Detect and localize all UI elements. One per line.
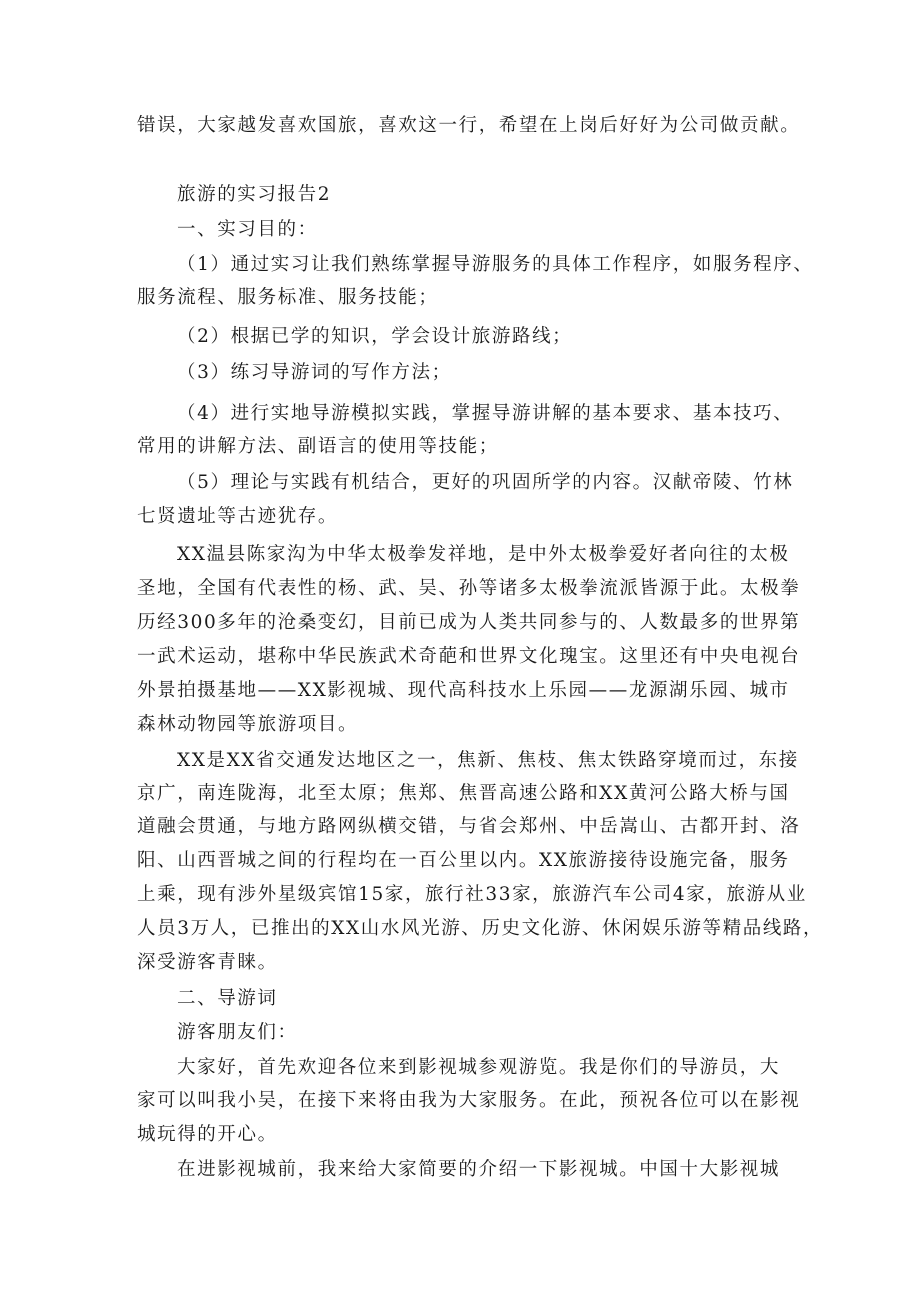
body-text-line: 常用的讲解方法、副语言的使用等技能； bbox=[137, 436, 499, 457]
body-text-line: 游客朋友们： bbox=[177, 1022, 298, 1043]
section-title: 旅游的实习报告2 bbox=[177, 184, 332, 205]
body-text-line: XX温县陈家沟为中华太极拳发祥地，是中外太极拳爱好者向往的太极 bbox=[177, 544, 790, 565]
body-text-line: 外景拍摄基地——XX影视城、现代高科技水上乐园——龙源湖乐园、城市 bbox=[137, 680, 790, 701]
body-text-line: 大家好，首先欢迎各位来到影视城参观游览。我是你们的导游员，大 bbox=[177, 1057, 781, 1078]
heading-line: 二、导游词 bbox=[177, 988, 278, 1009]
body-text-line: 上乘，现有涉外星级宾馆15家，旅行社33家，旅游汽车公司4家，旅游从业 bbox=[137, 884, 807, 905]
body-text-line: 城玩得的开心。 bbox=[137, 1124, 278, 1145]
body-text-line: 人员3万人，已推出的XX山水风光游、历史文化游、休闲娱乐游等精品线路， bbox=[137, 918, 824, 939]
body-text-line: 道融会贯通，与地方路网纵横交错，与省会郑州、中岳嵩山、古都开封、洛 bbox=[137, 816, 801, 837]
body-text-line: 京广，南连陇海，北至太原；焦郑、焦晋高速公路和XX黄河公路大桥与国 bbox=[137, 783, 790, 804]
body-text-line: 森林动物园等旅游项目。 bbox=[137, 714, 359, 735]
body-text-line: XX是XX省交通发达地区之一，焦新、焦枝、焦太铁路穿境而过，东接 bbox=[177, 750, 799, 771]
body-text-line: 在进影视城前，我来给大家简要的介绍一下影视城。中国十大影视城 bbox=[177, 1159, 781, 1180]
body-text-line: 七贤遗址等古迹犹存。 bbox=[137, 506, 339, 527]
body-text-line: 一武术运动，堪称中华民族武术奇葩和世界文化瑰宝。这里还有中央电视台 bbox=[137, 646, 801, 667]
body-text-line: （5）理论与实践有机结合，更好的巩固所学的内容。汉献帝陵、竹林 bbox=[177, 472, 794, 493]
body-text-line: 圣地，全国有代表性的杨、武、吴、孙等诸多太极拳流派皆源于此。太极拳 bbox=[137, 578, 801, 599]
body-text-line: （1）通过实习让我们熟练掌握导游服务的具体工作程序，如服务程序、 bbox=[177, 254, 814, 275]
body-text-line: （4）进行实地导游模拟实践，掌握导游讲解的基本要求、基本技巧、 bbox=[177, 403, 794, 424]
heading-line: 一、实习目的： bbox=[177, 219, 318, 240]
body-text-line: （2）根据已学的知识，学会设计旅游路线； bbox=[177, 326, 573, 347]
body-text-line: （3）练习导游词的写作方法； bbox=[177, 362, 452, 383]
body-text-line: 服务流程、服务标准、服务技能； bbox=[137, 287, 439, 308]
body-text-line: 历经300多年的沧桑变幻，目前已成为人类共同参与的、人数最多的世界第 bbox=[137, 612, 801, 633]
body-text-line: 阳、山西晋城之间的行程均在一百公里以内。XX旅游接待设施完备，服务 bbox=[137, 850, 790, 871]
body-text-line: 深受游客青睐。 bbox=[137, 952, 278, 973]
body-text-line: 错误，大家越发喜欢国旅，喜欢这一行，希望在上岗后好好为公司做贡献。 bbox=[137, 115, 801, 136]
body-text-line: 家可以叫我小吴，在接下来将由我为大家服务。在此，预祝各位可以在影视 bbox=[137, 1090, 801, 1111]
